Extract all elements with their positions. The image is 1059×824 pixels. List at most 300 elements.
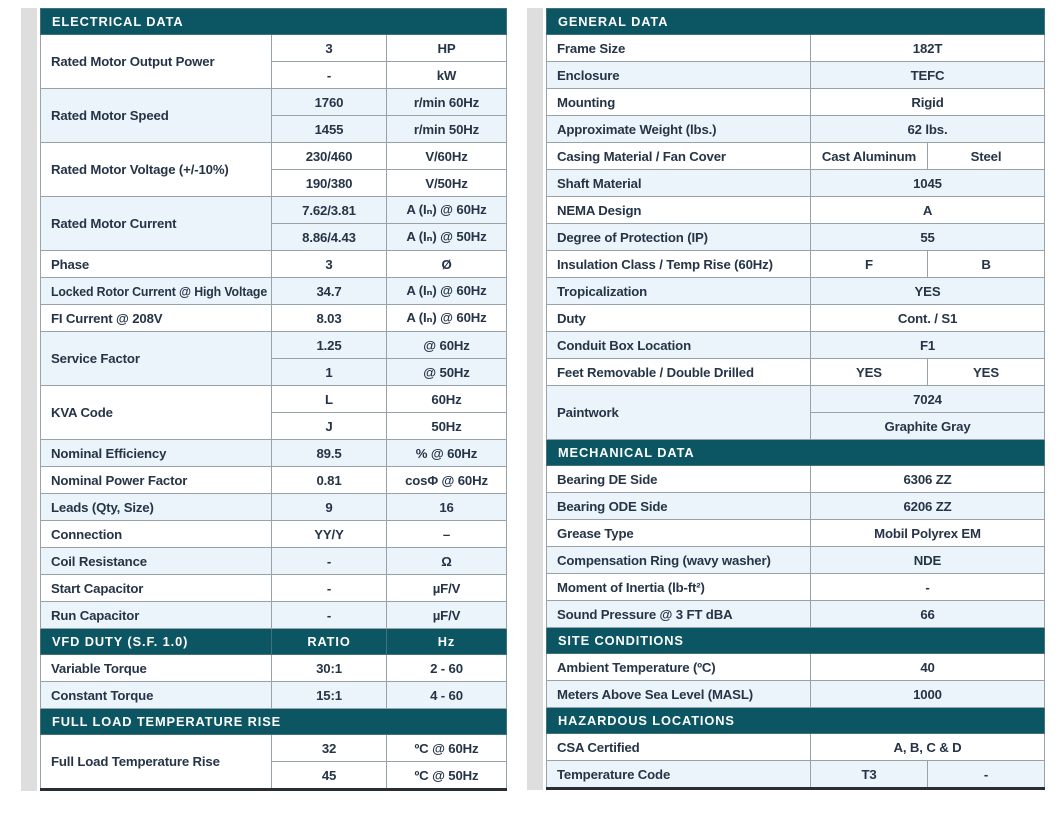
table-row bbox=[41, 386, 507, 413]
cell-text: 34.7 bbox=[316, 283, 342, 299]
section-title bbox=[547, 9, 1045, 35]
cell-text: VFD DUTY (S.F. 1.0) bbox=[52, 634, 189, 649]
row-value bbox=[272, 251, 387, 278]
row-value bbox=[272, 655, 387, 682]
row-label bbox=[547, 386, 811, 440]
table-row bbox=[41, 575, 507, 602]
row-value bbox=[272, 359, 387, 386]
cell-text: Conduit Box Location bbox=[557, 337, 691, 353]
cell-text: Connection bbox=[51, 526, 123, 542]
table-row bbox=[41, 305, 507, 332]
cell-text: 55 bbox=[920, 229, 935, 245]
table-row bbox=[547, 359, 1045, 386]
general-data-table bbox=[546, 8, 1045, 790]
row-value bbox=[811, 89, 1045, 116]
row-label bbox=[41, 735, 272, 790]
cell-text: Ω bbox=[441, 553, 452, 569]
cell-text: FI Current @ 208V bbox=[51, 310, 163, 326]
row-label bbox=[547, 89, 811, 116]
cell-text: Shaft Material bbox=[557, 175, 642, 191]
cell-text: Hz bbox=[437, 634, 456, 649]
section-header-row bbox=[41, 709, 507, 735]
row-unit bbox=[387, 251, 507, 278]
cell-text: @ 50Hz bbox=[423, 364, 470, 380]
row-unit bbox=[387, 170, 507, 197]
cell-text: MECHANICAL DATA bbox=[558, 445, 695, 460]
cell-text: Leads (Qty, Size) bbox=[51, 499, 154, 515]
cell-text: FULL LOAD TEMPERATURE RISE bbox=[52, 714, 282, 729]
cell-text: A (Iₙ) @ 60Hz bbox=[406, 283, 487, 298]
table-row bbox=[547, 547, 1045, 574]
table-row bbox=[41, 89, 507, 116]
row-unit bbox=[387, 143, 507, 170]
table-row bbox=[547, 493, 1045, 520]
row-label bbox=[41, 278, 272, 305]
table-row bbox=[41, 143, 507, 170]
table-row bbox=[547, 224, 1045, 251]
cell-text: 40 bbox=[920, 659, 935, 675]
row-value bbox=[272, 682, 387, 709]
row-value bbox=[811, 62, 1045, 89]
cell-text: Feet Removable / Double Drilled bbox=[557, 364, 754, 380]
cell-text: KVA Code bbox=[51, 405, 113, 420]
cell-text: 1760 bbox=[314, 94, 344, 110]
row-unit bbox=[387, 116, 507, 143]
row-unit bbox=[387, 762, 507, 790]
row-label bbox=[547, 761, 811, 789]
cell-text: B bbox=[981, 256, 991, 272]
table-row bbox=[41, 682, 507, 709]
cell-text: ELECTRICAL DATA bbox=[52, 14, 184, 29]
cell-text: Rated Motor Speed bbox=[51, 108, 169, 123]
row-unit bbox=[387, 62, 507, 89]
table-row bbox=[547, 574, 1045, 601]
row-unit bbox=[387, 305, 507, 332]
cell-text: Meters Above Sea Level (MASL) bbox=[557, 686, 753, 702]
cell-text: - bbox=[326, 553, 332, 569]
table-row bbox=[41, 655, 507, 682]
cell-text: Ambient Temperature (ºC) bbox=[557, 659, 716, 675]
row-label bbox=[547, 520, 811, 547]
section-title bbox=[41, 709, 507, 735]
table-row bbox=[41, 251, 507, 278]
cell-text: Bearing ODE Side bbox=[557, 498, 668, 514]
cell-text: SITE CONDITIONS bbox=[558, 633, 684, 648]
cell-text: 0.81 bbox=[316, 472, 342, 488]
row-value bbox=[272, 494, 387, 521]
row-value bbox=[811, 761, 928, 789]
section-title bbox=[547, 708, 1045, 734]
cell-text: Full Load Temperature Rise bbox=[51, 754, 220, 769]
cell-text: Temperature Code bbox=[557, 766, 671, 782]
cell-text: Service Factor bbox=[51, 351, 140, 366]
row-value bbox=[811, 278, 1045, 305]
table-row bbox=[547, 197, 1045, 224]
row-value bbox=[272, 386, 387, 413]
row-value bbox=[272, 35, 387, 62]
row-label bbox=[41, 602, 272, 629]
row-label bbox=[547, 116, 811, 143]
row-value bbox=[811, 654, 1045, 681]
cell-text: Run Capacitor bbox=[51, 607, 140, 623]
row-unit bbox=[387, 386, 507, 413]
cell-text: Ø bbox=[441, 256, 452, 272]
cell-text: YES bbox=[973, 364, 999, 380]
table-row bbox=[547, 681, 1045, 708]
cell-text: 30:1 bbox=[316, 660, 342, 676]
cell-text: r/min 60Hz bbox=[413, 94, 480, 110]
row-value bbox=[811, 170, 1045, 197]
left-accent-bar bbox=[21, 8, 37, 791]
cell-text: Approximate Weight (lbs.) bbox=[557, 121, 717, 137]
row-label bbox=[547, 224, 811, 251]
cell-text: CSA Certified bbox=[557, 739, 640, 755]
row-value bbox=[811, 601, 1045, 628]
row-value bbox=[811, 386, 1045, 413]
cell-text: – bbox=[442, 526, 451, 542]
cell-text: Constant Torque bbox=[51, 687, 154, 703]
row-value bbox=[811, 251, 928, 278]
cell-text: Degree of Protection (IP) bbox=[557, 229, 708, 245]
row-value bbox=[272, 116, 387, 143]
row-label bbox=[41, 251, 272, 278]
section-header-row bbox=[41, 629, 507, 655]
row-label bbox=[547, 466, 811, 493]
row-label bbox=[41, 35, 272, 89]
cell-text: Rated Motor Voltage (+/-10%) bbox=[51, 162, 229, 177]
row-label bbox=[41, 197, 272, 251]
row-unit bbox=[387, 548, 507, 575]
table-row bbox=[547, 143, 1045, 170]
row-label bbox=[547, 681, 811, 708]
cell-text: V/60Hz bbox=[425, 148, 468, 164]
row-value bbox=[272, 440, 387, 467]
table-row bbox=[547, 170, 1045, 197]
row-value bbox=[272, 602, 387, 629]
table-row bbox=[41, 440, 507, 467]
row-unit bbox=[387, 224, 507, 251]
cell-text: HP bbox=[437, 40, 456, 56]
cell-text: Rated Motor Current bbox=[51, 216, 177, 231]
cell-text: µF/V bbox=[432, 580, 461, 596]
cell-text: J bbox=[325, 418, 333, 434]
section-title bbox=[547, 440, 1045, 466]
cell-text: 1 bbox=[325, 364, 333, 380]
table-row bbox=[547, 332, 1045, 359]
cell-text: Insulation Class / Temp Rise (60Hz) bbox=[557, 256, 773, 272]
cell-text: 16 bbox=[439, 499, 454, 515]
cell-text: Duty bbox=[557, 310, 586, 326]
row-label bbox=[41, 467, 272, 494]
row-label bbox=[41, 143, 272, 197]
row-value bbox=[811, 466, 1045, 493]
row-value bbox=[272, 62, 387, 89]
table-row bbox=[41, 521, 507, 548]
cell-text: - bbox=[983, 766, 989, 782]
row-label bbox=[41, 440, 272, 467]
row-label bbox=[547, 574, 811, 601]
section-header-row bbox=[41, 9, 507, 35]
table-row bbox=[41, 735, 507, 762]
row-unit bbox=[387, 494, 507, 521]
cell-text: Frame Size bbox=[557, 40, 626, 56]
cell-text: Coil Resistance bbox=[51, 553, 147, 569]
row-value bbox=[272, 413, 387, 440]
cell-text: A (Iₙ) @ 60Hz bbox=[406, 202, 487, 217]
cell-text: r/min 50Hz bbox=[413, 121, 480, 137]
row-value bbox=[272, 143, 387, 170]
row-value bbox=[811, 197, 1045, 224]
cell-text: Compensation Ring (wavy washer) bbox=[557, 552, 771, 568]
cell-text: 32 bbox=[321, 740, 337, 756]
cell-text: - bbox=[326, 607, 332, 623]
cell-text: 3 bbox=[325, 40, 333, 56]
cell-text: 15:1 bbox=[316, 687, 342, 703]
cell-text: µF/V bbox=[432, 607, 461, 623]
cell-text: Graphite Gray bbox=[884, 418, 971, 434]
cell-text: Paintwork bbox=[557, 405, 619, 420]
cell-text: 182T bbox=[912, 40, 943, 56]
cell-text: @ 60Hz bbox=[423, 337, 470, 353]
row-value bbox=[811, 332, 1045, 359]
row-label bbox=[547, 35, 811, 62]
row-label bbox=[547, 278, 811, 305]
cell-text: 7.62/3.81 bbox=[302, 202, 356, 218]
cell-text: 1.25 bbox=[316, 337, 342, 353]
section-title bbox=[41, 629, 272, 655]
cell-text: RATIO bbox=[307, 634, 351, 649]
row-value bbox=[811, 35, 1045, 62]
row-label bbox=[41, 386, 272, 440]
row-unit bbox=[387, 735, 507, 762]
row-value bbox=[272, 332, 387, 359]
row-label bbox=[547, 62, 811, 89]
row-label bbox=[547, 332, 811, 359]
row-value bbox=[811, 224, 1045, 251]
cell-text: NDE bbox=[913, 552, 942, 568]
row-unit bbox=[387, 197, 507, 224]
cell-text: Moment of Inertia (lb-ft²) bbox=[557, 579, 705, 595]
table-row bbox=[41, 467, 507, 494]
table-row bbox=[547, 116, 1045, 143]
row-value bbox=[811, 143, 928, 170]
cell-text: A (Iₙ) @ 60Hz bbox=[406, 310, 487, 325]
cell-text: A bbox=[922, 202, 933, 218]
row-label bbox=[41, 521, 272, 548]
cell-text: Sound Pressure @ 3 FT dBA bbox=[557, 606, 733, 622]
cell-text: Tropicalization bbox=[557, 283, 648, 299]
cell-text: 7024 bbox=[913, 391, 942, 407]
row-value bbox=[928, 143, 1045, 170]
row-value bbox=[272, 197, 387, 224]
cell-text: 8.86/4.43 bbox=[302, 229, 356, 245]
cell-text: Casing Material / Fan Cover bbox=[557, 148, 726, 164]
cell-text: T3 bbox=[861, 766, 877, 782]
row-value bbox=[928, 359, 1045, 386]
row-value bbox=[811, 734, 1045, 761]
right-accent-bar bbox=[527, 8, 543, 790]
row-value bbox=[272, 762, 387, 790]
cell-text: Start Capacitor bbox=[51, 580, 144, 596]
row-unit bbox=[387, 359, 507, 386]
cell-text: 230/460 bbox=[305, 148, 353, 164]
cell-text: 45 bbox=[321, 767, 337, 783]
cell-text: Phase bbox=[51, 256, 90, 272]
cell-text: 1455 bbox=[314, 121, 344, 137]
cell-text: 62 lbs. bbox=[907, 121, 948, 137]
cell-text: Steel bbox=[970, 148, 1002, 164]
cell-text: 66 bbox=[920, 606, 935, 622]
cell-text: 3 bbox=[325, 256, 333, 272]
cell-text: YY/Y bbox=[314, 526, 344, 542]
row-unit bbox=[387, 332, 507, 359]
table-row bbox=[547, 89, 1045, 116]
row-unit bbox=[387, 278, 507, 305]
row-value bbox=[811, 413, 1045, 440]
row-value bbox=[811, 681, 1045, 708]
table-row bbox=[547, 654, 1045, 681]
row-value bbox=[272, 575, 387, 602]
section-header-row bbox=[547, 9, 1045, 35]
row-value bbox=[272, 224, 387, 251]
electrical-data-table bbox=[40, 8, 507, 791]
row-unit bbox=[387, 682, 507, 709]
cell-text: 50Hz bbox=[431, 418, 462, 434]
cell-text: Bearing DE Side bbox=[557, 471, 658, 487]
row-label bbox=[547, 251, 811, 278]
cell-text: 6306 ZZ bbox=[903, 471, 952, 487]
row-label bbox=[41, 89, 272, 143]
row-value bbox=[272, 467, 387, 494]
row-label bbox=[41, 305, 272, 332]
row-label bbox=[41, 682, 272, 709]
cell-text: YES bbox=[856, 364, 882, 380]
table-row bbox=[547, 761, 1045, 789]
cell-text: Locked Rotor Current @ High Voltage bbox=[51, 283, 268, 299]
cell-text: YES bbox=[914, 283, 941, 299]
cell-text: ºC @ 60Hz bbox=[414, 740, 479, 756]
row-label bbox=[547, 305, 811, 332]
row-value bbox=[811, 574, 1045, 601]
cell-text: TEFC bbox=[910, 67, 945, 83]
cell-text: F1 bbox=[919, 337, 936, 353]
cell-text: GENERAL DATA bbox=[558, 14, 669, 29]
table-row bbox=[41, 548, 507, 575]
row-label bbox=[41, 575, 272, 602]
row-value bbox=[272, 735, 387, 762]
cell-text: L bbox=[325, 391, 333, 407]
row-unit bbox=[387, 413, 507, 440]
row-label bbox=[41, 655, 272, 682]
row-unit bbox=[387, 440, 507, 467]
row-unit bbox=[387, 89, 507, 116]
row-value bbox=[811, 116, 1045, 143]
table-row bbox=[547, 278, 1045, 305]
cell-text: - bbox=[925, 579, 930, 595]
cell-text: - bbox=[326, 580, 332, 596]
section-header-row bbox=[547, 440, 1045, 466]
row-label bbox=[547, 493, 811, 520]
row-value bbox=[811, 359, 928, 386]
row-unit bbox=[387, 35, 507, 62]
row-value bbox=[272, 521, 387, 548]
row-value bbox=[811, 547, 1045, 574]
row-value bbox=[811, 520, 1045, 547]
general-data-panel bbox=[527, 8, 1045, 790]
cell-text: kW bbox=[436, 67, 457, 83]
cell-text: A (Iₙ) @ 50Hz bbox=[406, 229, 487, 244]
cell-text: Grease Type bbox=[557, 525, 634, 541]
section-title bbox=[41, 9, 507, 35]
cell-text: 1000 bbox=[913, 686, 942, 702]
cell-text: 8.03 bbox=[316, 310, 342, 326]
row-label bbox=[547, 734, 811, 761]
row-unit bbox=[387, 602, 507, 629]
cell-text: Mounting bbox=[557, 94, 616, 110]
row-label bbox=[41, 548, 272, 575]
row-value bbox=[811, 305, 1045, 332]
cell-text: Mobil Polyrex EM bbox=[874, 525, 981, 541]
cell-text: F bbox=[865, 256, 873, 272]
cell-text: A, B, C & D bbox=[893, 739, 962, 755]
row-label bbox=[547, 601, 811, 628]
row-value bbox=[272, 170, 387, 197]
table-row bbox=[547, 251, 1045, 278]
row-label bbox=[547, 143, 811, 170]
row-unit bbox=[387, 521, 507, 548]
row-value bbox=[928, 251, 1045, 278]
column-header bbox=[387, 629, 507, 655]
table-row bbox=[547, 35, 1045, 62]
cell-text: cosΦ @ 60Hz bbox=[405, 472, 488, 488]
section-header-row bbox=[547, 628, 1045, 654]
row-unit bbox=[387, 655, 507, 682]
row-value bbox=[272, 305, 387, 332]
cell-text: NEMA Design bbox=[557, 202, 642, 218]
row-label bbox=[41, 332, 272, 386]
table-row bbox=[41, 278, 507, 305]
section-header-row bbox=[547, 708, 1045, 734]
cell-text: HAZARDOUS LOCATIONS bbox=[558, 713, 735, 728]
cell-text: 6206 ZZ bbox=[903, 498, 952, 514]
cell-text: 4 - 60 bbox=[430, 687, 463, 703]
row-label bbox=[547, 359, 811, 386]
cell-text: ºC @ 50Hz bbox=[414, 767, 479, 783]
cell-text: 1045 bbox=[913, 175, 942, 191]
table-row bbox=[547, 62, 1045, 89]
row-value bbox=[272, 278, 387, 305]
cell-text: 190/380 bbox=[305, 175, 353, 191]
cell-text: Enclosure bbox=[557, 67, 620, 83]
cell-text: Rated Motor Output Power bbox=[51, 54, 215, 69]
cell-text: Nominal Efficiency bbox=[51, 445, 167, 461]
row-label bbox=[547, 547, 811, 574]
row-unit bbox=[387, 467, 507, 494]
cell-text: 89.5 bbox=[316, 445, 342, 461]
table-row bbox=[41, 494, 507, 521]
table-row bbox=[547, 520, 1045, 547]
table-row bbox=[41, 197, 507, 224]
cell-text: Cont. / S1 bbox=[897, 310, 958, 326]
row-value bbox=[811, 493, 1045, 520]
table-row bbox=[41, 332, 507, 359]
cell-text: Variable Torque bbox=[51, 660, 147, 676]
row-label bbox=[547, 197, 811, 224]
table-row bbox=[41, 35, 507, 62]
table-row bbox=[547, 466, 1045, 493]
cell-text: 9 bbox=[325, 499, 333, 515]
row-value bbox=[272, 548, 387, 575]
